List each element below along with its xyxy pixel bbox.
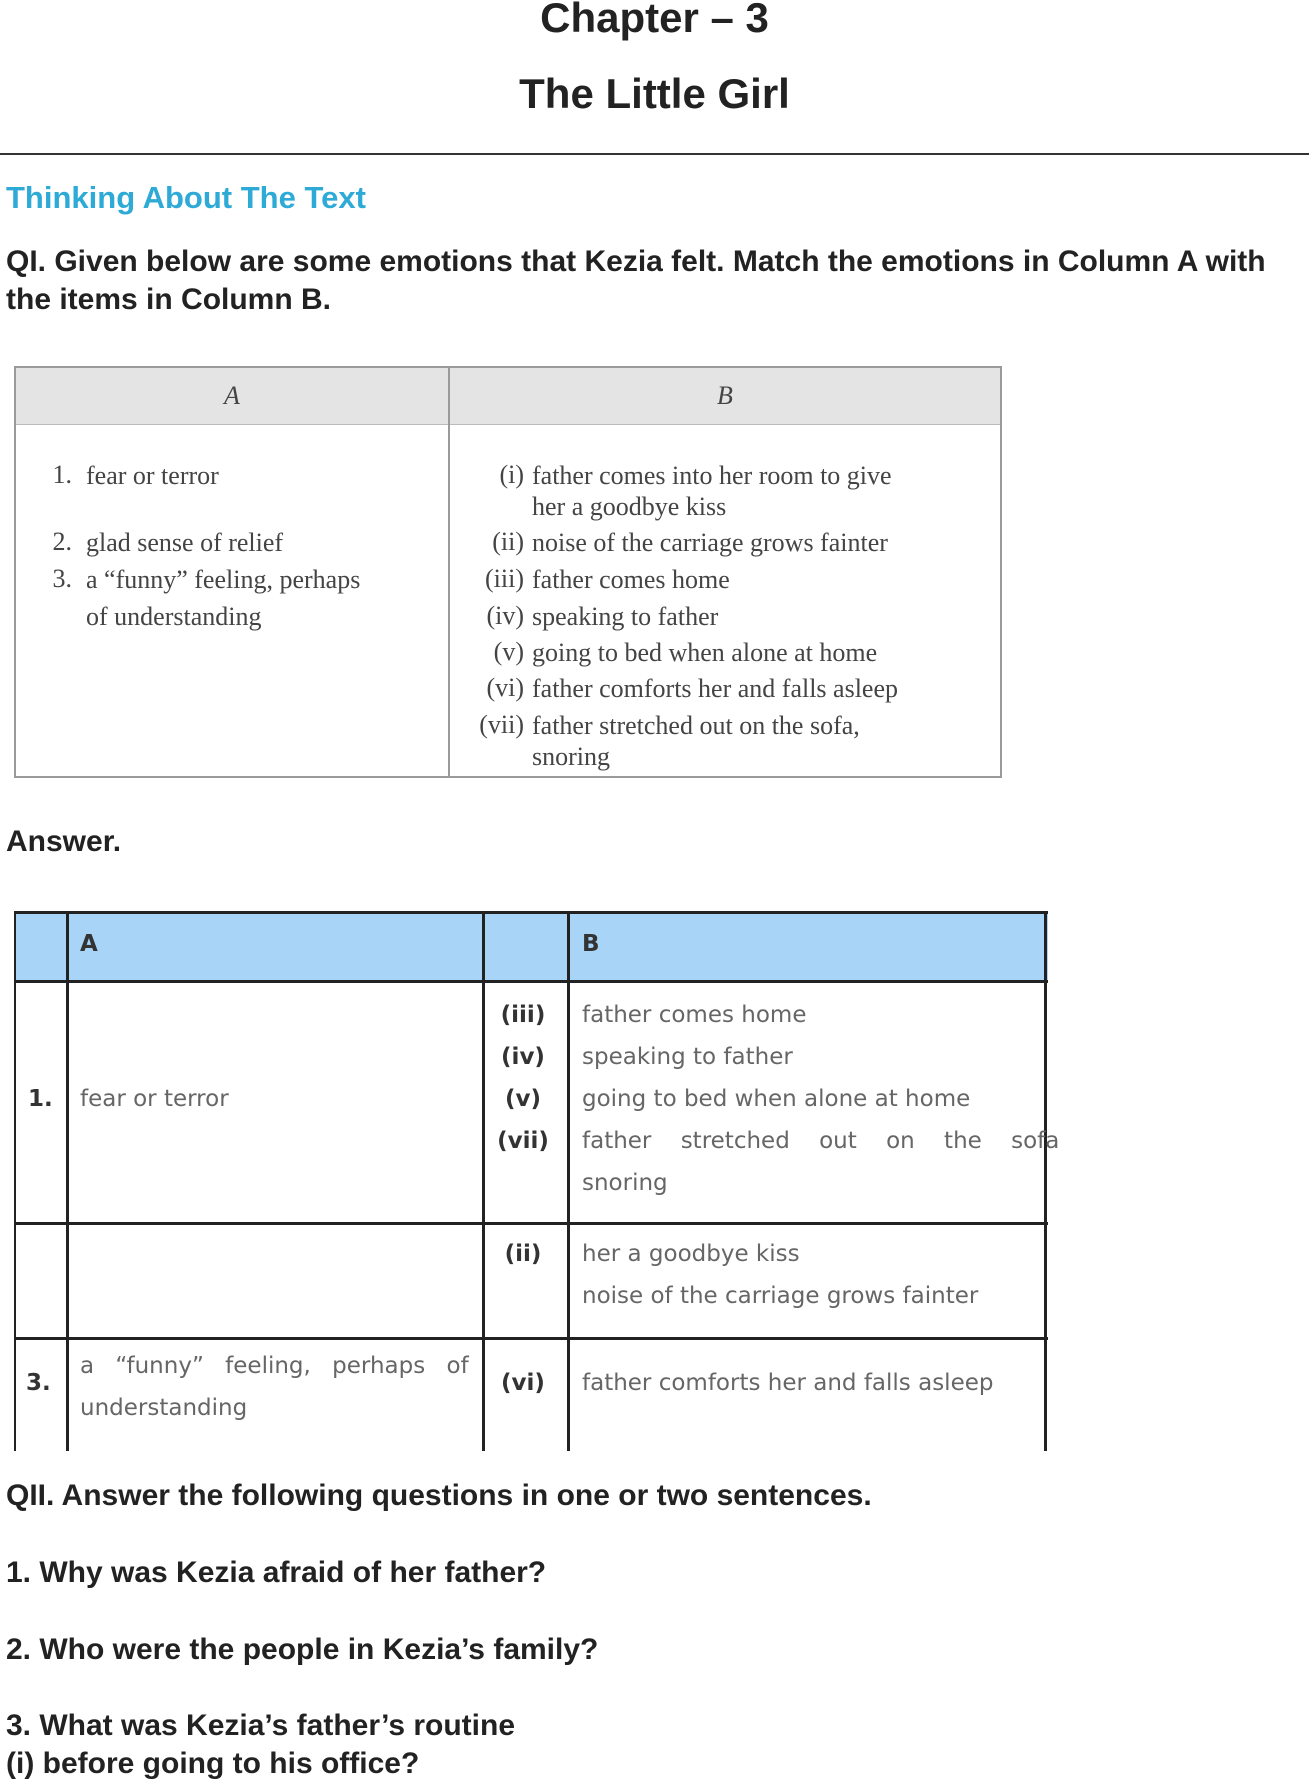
- table-border: [1044, 911, 1047, 1451]
- col-b-item: noise of the carriage grows fainter: [532, 528, 888, 557]
- question-item: [6, 1707, 515, 1783]
- table-border: [14, 911, 1048, 914]
- col-b-item: father comes home: [532, 565, 730, 594]
- row-number: 1.: [28, 1086, 53, 1112]
- col-b-num: (ii): [492, 527, 524, 556]
- question-1-text: QI. Given below are some emotions that Kezia felt. Match the emotions in Column A with the items in Column B.: [6, 245, 1266, 316]
- roman-label: (iv): [501, 1044, 545, 1070]
- roman-label: (ii): [504, 1241, 542, 1267]
- emotion-text: understanding: [80, 1395, 248, 1421]
- item-text: father comforts her and falls asleep: [582, 1370, 994, 1396]
- page-title: The Little Girl: [519, 70, 790, 117]
- col-b-item: going to bed when alone at home: [532, 638, 878, 667]
- question-item: 2. Who were the people in Kezia’s family?: [6, 1633, 599, 1666]
- table-border: [14, 911, 16, 1451]
- col-b-num: (v): [493, 637, 524, 666]
- roman-label: (iii): [500, 1002, 546, 1028]
- column-a-header: A: [16, 368, 448, 425]
- col-a-num: 2.: [52, 527, 72, 556]
- question-item-text: 3. What was Kezia’s father’s routine: [6, 1709, 516, 1742]
- column-b-header: B: [450, 368, 1000, 425]
- table-border: [567, 911, 570, 1451]
- question-2-text: QII. Answer the following questions in one or two sentences.: [6, 1479, 872, 1512]
- col-b-num: (iv): [486, 601, 524, 630]
- section-heading: Thinking About The Text: [6, 180, 366, 215]
- answer-table: [14, 911, 1060, 1451]
- col-b-num: (vii): [479, 710, 524, 739]
- question-subitem: (i) before going to his office?: [6, 1747, 420, 1780]
- col-b-num: (iii): [485, 564, 524, 593]
- col-b-item: speaking to father: [532, 602, 719, 631]
- roman-label: (vii): [497, 1128, 549, 1154]
- col-a-item: of understanding: [86, 602, 262, 631]
- item-text: father stretched out on the sofa: [582, 1128, 1060, 1154]
- roman-label: (vi): [501, 1370, 545, 1396]
- col-b-item: father comes into her room to give: [532, 461, 892, 490]
- column-divider: [448, 368, 450, 776]
- emotion-text: fear or terror: [80, 1086, 229, 1112]
- col-a-item: glad sense of relief: [86, 528, 284, 557]
- table-border: [482, 911, 485, 1451]
- col-b-item: snoring: [532, 742, 610, 771]
- item-text: snoring: [582, 1170, 668, 1196]
- col-b-item: father stretched out on the sofa,: [532, 711, 860, 740]
- chapter-title: Chapter – 3: [540, 0, 769, 41]
- answer-label: Answer.: [6, 825, 122, 858]
- answer-header-a: A: [80, 931, 98, 957]
- col-a-item: a “funny” feeling, perhaps: [86, 565, 361, 594]
- item-text: noise of the carriage grows fainter: [582, 1283, 979, 1309]
- item-text: going to bed when alone at home: [582, 1086, 971, 1112]
- table-border: [14, 1222, 1048, 1225]
- roman-label: (v): [504, 1086, 542, 1112]
- col-a-num: 1.: [52, 460, 72, 489]
- col-b-num: (vi): [486, 673, 524, 702]
- answer-table-header: [14, 911, 1048, 981]
- row-number: 3.: [26, 1370, 51, 1396]
- emotion-text: a “funny” feeling, perhaps of: [80, 1353, 469, 1379]
- item-text: speaking to father: [582, 1044, 793, 1070]
- col-b-item: father comforts her and falls asleep: [532, 674, 899, 703]
- table-border: [66, 911, 69, 1451]
- col-a-num: 3.: [52, 564, 72, 593]
- col-a-item: fear or terror: [86, 461, 219, 490]
- question-item: 1. Why was Kezia afraid of her father?: [6, 1556, 547, 1589]
- table-border: [14, 1337, 1048, 1340]
- answer-header-b: B: [582, 931, 600, 957]
- matching-table: [14, 366, 1002, 778]
- col-b-num: (i): [499, 460, 524, 489]
- item-text: father comes home: [582, 1002, 807, 1028]
- col-b-item: her a goodbye kiss: [532, 492, 727, 521]
- table-border: [14, 980, 1048, 983]
- title-divider: [0, 153, 1309, 155]
- item-text: her a goodbye kiss: [582, 1241, 800, 1267]
